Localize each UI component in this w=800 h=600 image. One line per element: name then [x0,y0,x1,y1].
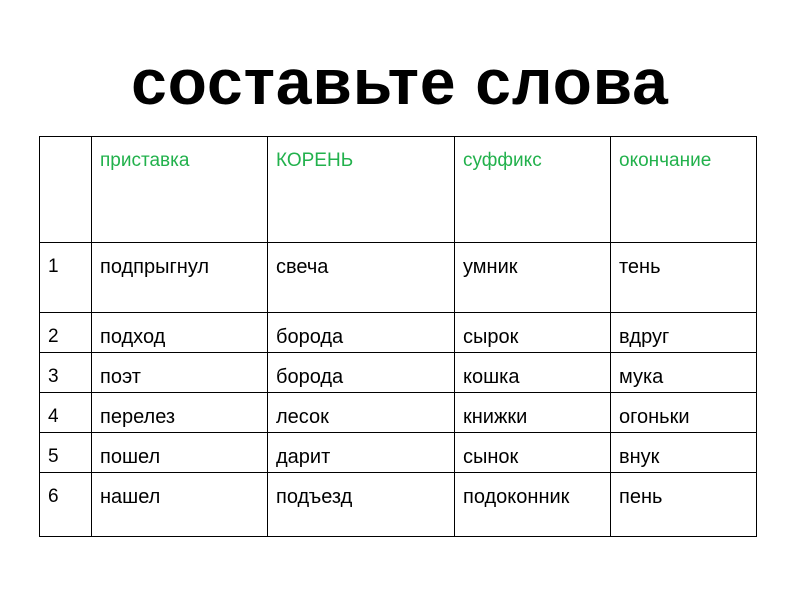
table-cell: внук [611,433,757,473]
table-cell: поэт [92,353,268,393]
table-cell: книжки [455,393,611,433]
row-number: 4 [40,393,92,433]
row-number: 3 [40,353,92,393]
table-cell: борода [268,353,455,393]
row-number: 6 [40,473,92,537]
table-cell: пень [611,473,757,537]
table-cell: подпрыгнул [92,243,268,313]
table-row [40,433,757,473]
header-cell-number [40,137,92,243]
table-row [40,473,757,537]
table-cell: подъезд [268,473,455,537]
table-cell: вдруг [611,313,757,353]
header-cell-ending: окончание [611,137,757,243]
table-cell: тень [611,243,757,313]
table-cell: умник [455,243,611,313]
table-cell: перелез [92,393,268,433]
header-cell-suffix: суффикс [455,137,611,243]
table-cell: сырок [455,313,611,353]
row-number: 2 [40,313,92,353]
table-cell: борода [268,313,455,353]
table-cell: лесок [268,393,455,433]
table-cell: огоньки [611,393,757,433]
table-cell: нашел [92,473,268,537]
header-cell-root: КОРЕНЬ [268,137,455,243]
table-cell: кошка [455,353,611,393]
word-table [39,136,757,537]
table-row [40,313,757,353]
page-title: составьте слова [131,46,669,118]
table-row [40,353,757,393]
row-number: 1 [40,243,92,313]
table-cell: сынок [455,433,611,473]
table-cell: подоконник [455,473,611,537]
table-header-row [40,137,757,243]
table-cell: пошел [92,433,268,473]
table-cell: дарит [268,433,455,473]
table-row [40,393,757,433]
table-cell: мука [611,353,757,393]
table-cell: свеча [268,243,455,313]
table-cell: подход [92,313,268,353]
row-number: 5 [40,433,92,473]
table-row [40,243,757,313]
header-cell-prefix: приставка [92,137,268,243]
